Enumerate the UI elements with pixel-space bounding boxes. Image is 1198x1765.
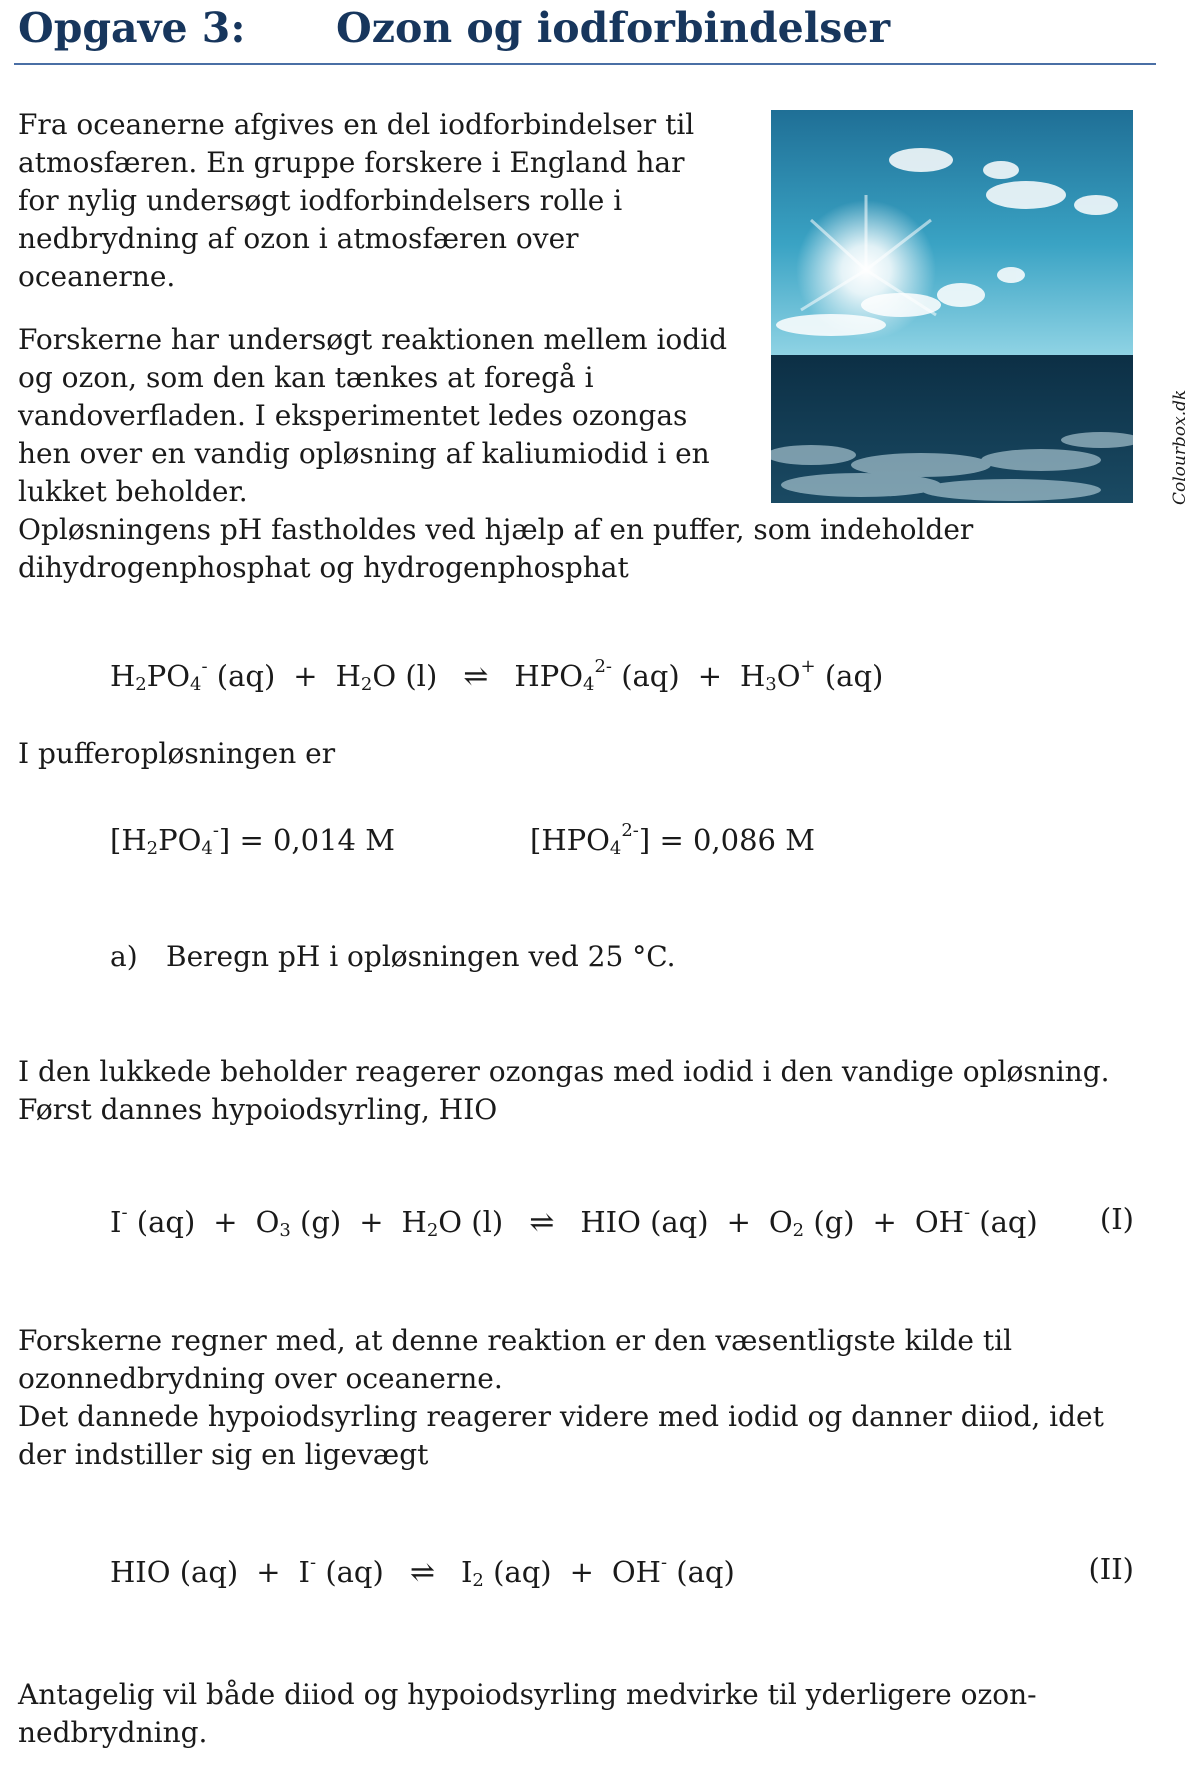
molar-unit: M — [365, 823, 395, 857]
text-line: atmosfæren. En gruppe forskere i England har — [18, 146, 685, 179]
buffer-equation: $H_2PO_4^-$ $(aq) + H_2O$ (l) ⇌ $HPO_4^{2-}$ $(aq) + H_3O^+$ (aq) — [110, 656, 884, 695]
equation-1: I- $(aq) + O_3$ $(g) + H_2O$ (l) ⇌ HIO $(aq) + O_2$ (g) + OH- (aq) — [110, 1202, 1038, 1241]
intro-paragraph — [18, 106, 758, 296]
conc-hpo4-value: 0,086 — [692, 823, 776, 857]
text-line: hen over en vandig opløsning af kaliumiodid i en — [18, 437, 710, 470]
text-line: Forskerne regner med, at denne reaktion er den væsentligste kilde til — [18, 1324, 1013, 1357]
conc-hpo4: $[HPO_4^{2-}] = 0,086$ M — [530, 820, 815, 859]
text-line: ozonnedbrydning over oceanerne. — [18, 1362, 503, 1395]
molar-unit: M — [785, 823, 815, 857]
task-number: Opgave 3: — [18, 4, 246, 52]
title-rule — [14, 63, 1156, 65]
question-letter: a) — [110, 940, 138, 973]
buffer-intro: I pufferopløsningen er — [18, 737, 336, 770]
task-heading — [18, 4, 1158, 64]
text-line: Først dannes hypoiodsyrling, HIO — [18, 1093, 498, 1126]
conc-h2po4-value: 0,014 — [272, 823, 356, 857]
equation-2-label: (II) — [1088, 1552, 1134, 1586]
ocean-sky-photo — [771, 110, 1133, 503]
image-credit: Colourbox.dk — [1170, 389, 1190, 505]
equation-2: HIO (aq) + I- (aq) ⇌ $I_2$ (aq) + OH- (aq) — [110, 1552, 735, 1591]
task-title: Ozon og iodforbindelser — [336, 4, 891, 52]
text-line: I den lukkede beholder reagerer ozongas med iodid i den vandige opløsning. — [18, 1055, 1110, 1088]
text-line: Forskerne har undersøgt reaktionen mellem iodid — [18, 323, 728, 356]
closing-paragraph — [18, 1676, 1168, 1752]
equation-1-label: (I) — [1099, 1202, 1134, 1236]
text-line: dihydrogenphosphat og hydrogenphosphat — [18, 551, 629, 584]
followup-paragraph — [18, 1322, 1168, 1474]
text-line: vandoverfladen. I eksperimentet ledes ozongas — [18, 399, 688, 432]
text-line: nedbrydning af ozon i atmosfæren over — [18, 222, 579, 255]
text-line: Det dannede hypoiodsyrling reagerer videre med iodid og danner diiod, idet — [18, 1400, 1104, 1433]
text-line: Antagelig vil både diiod og hypoiodsyrling medvirke til yderligere ozon- — [18, 1678, 1037, 1711]
text-line: der indstiller sig en ligevægt — [18, 1438, 429, 1471]
text-line: nedbrydning. — [18, 1716, 208, 1749]
question-a — [110, 940, 676, 973]
question-text: Beregn pH i opløsningen ved 25 °C. — [166, 940, 676, 973]
text-line: for nylig undersøgt iodforbindelsers rolle i — [18, 184, 623, 217]
text-line: Opløsningens pH fastholdes ved hjælp af en puffer, som indeholder — [18, 513, 974, 546]
conc-h2po4: $[H_2PO_4^-] = 0,014$ M — [110, 820, 395, 859]
reaction-paragraph — [18, 1053, 1168, 1129]
text-line: oceanerne. — [18, 260, 176, 293]
text-line: og ozon, som den kan tænkes at foregå i — [18, 361, 594, 394]
text-line: lukket beholder. — [18, 475, 248, 508]
text-line: Fra oceanerne afgives en del iodforbindelser til — [18, 108, 695, 141]
